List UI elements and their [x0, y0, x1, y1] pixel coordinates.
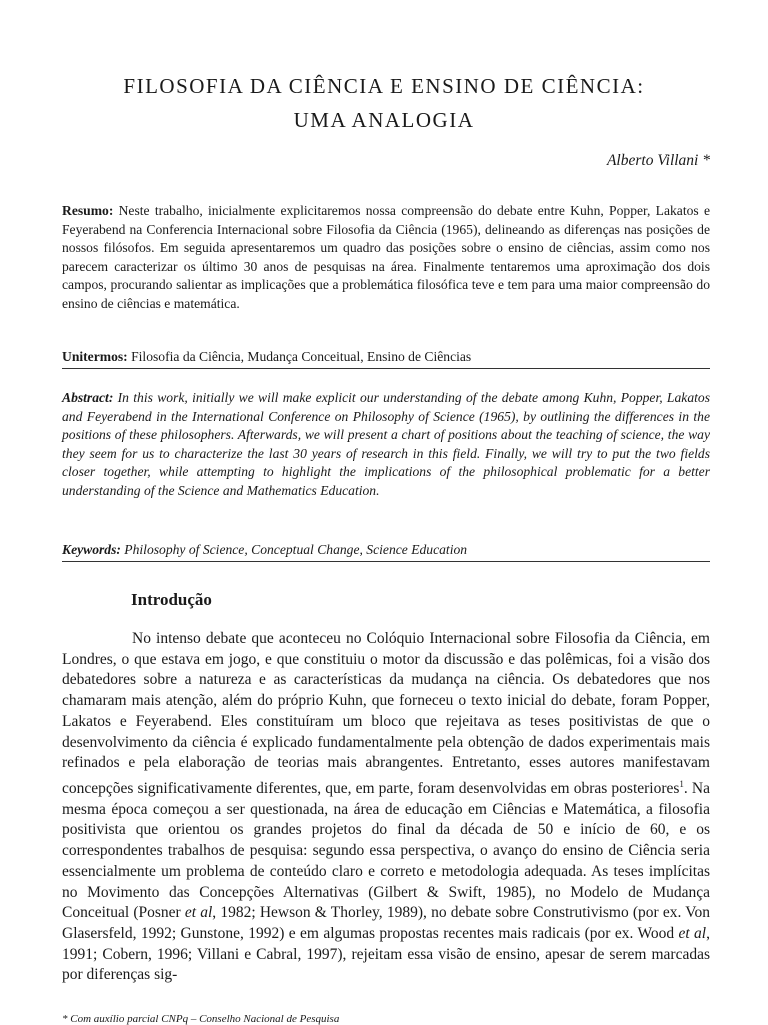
abstract-text: In this work, initially we will make explicit our understanding of the debate among Kuhn, Popper, Lakatos and Feyerabend in the International Conference on Philosophy of Science (1965), by outlining the differences in the positions of these philosophers. Afterwards, we will present a chart of positions about the teaching of science, the way they seem for us to characterize the last 30 years of research in this field. Finally, we will try to put the two fields closer together, while attempting to highlight the implications of the philosophical problematic for a better understanding of the Science and Mathematics Education.	[62, 390, 710, 498]
paper-title-line-2: UMA ANALOGIA	[293, 108, 475, 132]
abstract-paragraph	[62, 389, 710, 500]
body-text-4: , 1991; Cobern, 1996; Villani e Cabral, 1997), rejeitam essa visão de ensino, apesar de serem marcadas por diferenças sig-	[62, 925, 710, 984]
body-paragraph	[62, 629, 710, 986]
keywords-text: Philosophy of Science, Conceptual Change, Science Education	[120, 542, 468, 557]
footnote-mark: 1	[679, 778, 684, 789]
unitermos-line	[62, 348, 710, 369]
resumo-label: Resumo:	[62, 203, 114, 218]
et-al-1: et al	[184, 904, 213, 922]
keywords-line	[62, 541, 710, 562]
section-heading: Introdução	[131, 590, 212, 609]
unitermos-label: Unitermos:	[62, 349, 128, 364]
footnote: * Com auxílio parcial CNPq – Conselho Nacional de Pesquisa	[62, 1013, 340, 1025]
body-text-3: , 1982; Hewson & Thorley, 1989), no debate sobre Construtivismo (por ex. Von Glasersfeld, 1992; Gunstone, 1992) e em algumas propostas recentes mais radicais (por ex. Wood	[62, 904, 710, 942]
body-text-1: No intenso debate que aconteceu no Colóquio Internacional sobre Filosofia da Ciência, em Londres, o que estava em jogo, e que constituiu o motor da discussão e das polêmicas, foi a visão dos debatedores sobre a natureza e as características da mudança na ciência. Os debatedores que nos chamaram mais atenção, além do próprio Kuhn, que forneceu o texto inicial do debate, foram Popper, Lakatos e Feyerabend. Eles constituíram um bloco que rejeitava as teses positivistas de que o desenvolvimento da ciência é explicado fundamentalmente pela obtenção de dados experimentais mais refinados e pela elaboração de teorias mais abrangentes. Entretanto, esses autores manifestavam concepções significativamente diferentes, que, em parte, foram desenvolvidas em obras posteriores	[62, 630, 710, 798]
resumo-text: Neste trabalho, inicialmente explicitaremos nossa compreensão do debate entre Kuhn, Popper, Lakatos e Feyerabend na Conferencia Internacional sobre Filosofia da Ciência (1965), delineando as diferenças nas posições de nossos filósofos. Em seguida apresentaremos um quadro das posições sobre o ensino de ciências, assim como nos parecem caracterizar os último 30 anos de pesquisas na área. Finalmente tentaremos uma aproximação dos dois campos, procurando salientar as implicações que a problemática filosófica teve e tem para uma maior compreensão do ensino de ciências e matemática.	[62, 203, 710, 311]
resumo-paragraph	[62, 202, 710, 313]
unitermos-text: Filosofia da Ciência, Mudança Conceitual, Ensino de Ciências	[127, 349, 472, 364]
body-text-2: . Na mesma época começou a ser questionada, na área de educação em Ciências e Matemática, a filosofia positivista que orientou os grandes projetos do final da década de 50 e início de 60, e os correspondentes trabalhos de pesquisa: segundo essa perspectiva, o avanço do ensino de Ciência seria essencialmente um problema de conteúdo claro e correto e metodologia adequada. As teses implícitas no Movimento das Concepções Alternativas (Gilbert & Swift, 1985), no Modelo de Mudança Conceitual (Posner	[62, 780, 710, 922]
et-al-2: et al	[678, 925, 707, 942]
keywords-label: Keywords:	[62, 542, 121, 557]
author-name: Alberto Villani *	[606, 152, 710, 169]
paper-title-line-1: FILOSOFIA DA CIÊNCIA E ENSINO DE CIÊNCIA:	[123, 74, 645, 98]
abstract-label: Abstract:	[62, 390, 114, 405]
